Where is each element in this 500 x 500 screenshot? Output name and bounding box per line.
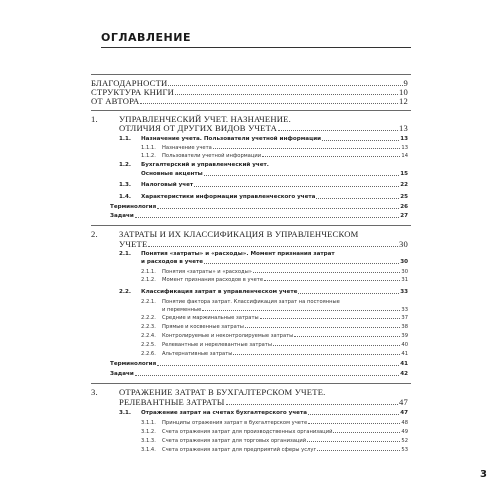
toc-terminology[interactable]: [110, 205, 408, 211]
toc-subsection[interactable]: [141, 325, 408, 330]
leader-dots: [157, 208, 399, 209]
page-title: ОГЛАВЛЕНИЕ: [101, 31, 191, 44]
subsection-title: Понятия «затраты» и «расходы»: [162, 269, 252, 275]
leader-dots: [175, 94, 398, 95]
section-title: Задачи: [110, 213, 134, 219]
toc-section[interactable]: [119, 195, 408, 201]
toc-subsection[interactable]: [141, 421, 408, 426]
toc-entry-from-author[interactable]: [91, 97, 408, 106]
leader-dots: [226, 404, 398, 405]
subsection-number: 2.2.5.: [141, 342, 156, 348]
entry-page: 12: [399, 96, 408, 106]
entry-page: 47: [400, 410, 408, 416]
section-title-line[interactable]: Понятия «затраты» и «расходы». Момент признания затрат: [141, 251, 335, 257]
entry-page: 38: [401, 324, 408, 330]
entry-page: 13: [401, 145, 408, 151]
toc-tasks[interactable]: [110, 214, 408, 220]
subsection-title: Альтернативные затраты: [162, 351, 233, 357]
toc-subsection[interactable]: [141, 278, 408, 283]
toc-section[interactable]: [119, 290, 408, 296]
leader-dots: [135, 217, 399, 218]
entry-page: 26: [400, 204, 408, 210]
entry-page: 37: [401, 315, 408, 321]
divider: [91, 110, 411, 111]
chapter-title[interactable]: [119, 124, 408, 133]
leader-dots: [245, 327, 401, 328]
subsection-number: 2.2.3.: [141, 324, 156, 330]
section-number: 1.3.: [119, 182, 132, 188]
chapter-number: 3.: [91, 387, 98, 397]
toc-subsection[interactable]: [141, 343, 408, 348]
leader-dots: [148, 246, 398, 247]
section-title: Характеристики информации управленческого учета: [141, 194, 316, 200]
subsection-number: 3.1.1.: [141, 420, 156, 426]
section-title: Терминология: [110, 361, 157, 367]
leader-dots: [308, 423, 400, 424]
entry-page: 40: [401, 342, 408, 348]
entry-page: 9: [403, 78, 408, 88]
chapter-title[interactable]: [119, 240, 408, 249]
leader-dots: [308, 414, 399, 415]
entry-page: 33: [401, 307, 408, 313]
chapter-title-line: УЧЕТЕ: [119, 239, 148, 249]
divider: [91, 74, 411, 75]
leader-dots: [253, 272, 400, 273]
toc-section[interactable]: [119, 137, 408, 143]
entry-page: 47: [399, 397, 408, 407]
section-title: Налоговый учет: [141, 182, 194, 188]
leader-dots: [157, 365, 399, 366]
subsection-title: Релевантные и нерелевантные затраты: [162, 342, 272, 348]
leader-dots: [262, 156, 400, 157]
subsection-title: Момент признания расходов в учете: [162, 277, 264, 283]
chapter-number: 1.: [91, 114, 98, 124]
section-title: Классификация затрат в управленческом учете: [141, 289, 298, 295]
chapter-title-line: РЕЛЕВАНТНЫЕ ЗАТРАТЫ: [119, 397, 225, 407]
entry-page: 10: [399, 87, 408, 97]
section-title: Отражение затрат на счетах бухгалтерского учета: [141, 410, 307, 416]
toc-section[interactable]: [119, 183, 408, 189]
chapter-title[interactable]: [119, 398, 408, 407]
chapter-title-line[interactable]: УПРАВЛЕНЧЕСКИЙ УЧЕТ. НАЗНАЧЕНИЕ.: [119, 114, 291, 124]
page-number: 3: [480, 469, 487, 480]
leader-dots: [322, 140, 399, 141]
entry-title: ОТ АВТОРА: [91, 96, 140, 106]
section-number: 2.2.: [119, 289, 132, 295]
toc-subsection[interactable]: [141, 439, 408, 444]
section-title: Задачи: [110, 371, 134, 377]
section-title: Назначение учета. Пользователи учетной информации: [141, 136, 322, 142]
toc-section[interactable]: [141, 172, 408, 178]
section-number: 1.2.: [119, 162, 132, 168]
leader-dots: [307, 441, 400, 442]
entry-page: 25: [400, 194, 408, 200]
section-number: 3.1.: [119, 410, 132, 416]
entry-page: 22: [400, 182, 408, 188]
toc-subsection[interactable]: [141, 448, 408, 453]
leader-dots: [298, 293, 399, 294]
subsection-title-line: и переменные: [162, 307, 202, 313]
subsection-number: 1.1.1.: [141, 145, 156, 151]
toc-subsection[interactable]: [141, 430, 408, 435]
chapter-title-line: ОТЛИЧИЯ ОТ ДРУГИХ ВИДОВ УЧЕТА: [119, 123, 278, 133]
section-number: 1.1.: [119, 136, 132, 142]
toc-subsection[interactable]: [141, 154, 408, 159]
subsection-title: Прямые и косвенные затраты: [162, 324, 244, 330]
section-title-line: и расходов в учете: [141, 259, 204, 265]
entry-page: 13: [400, 136, 408, 142]
entry-page: 42: [400, 371, 408, 377]
toc-subsection[interactable]: [141, 334, 408, 339]
leader-dots: [294, 336, 400, 337]
leader-dots: [140, 103, 398, 104]
toc-terminology[interactable]: [110, 362, 408, 368]
subsection-number: 1.1.2.: [141, 153, 156, 159]
subsection-title: Принципы отражения затрат в бухгалтерском учете: [162, 420, 308, 426]
divider: [91, 383, 411, 384]
entry-page: 53: [401, 447, 408, 453]
leader-dots: [204, 175, 400, 176]
leader-dots: [202, 310, 400, 311]
toc-section[interactable]: [141, 260, 408, 266]
entry-page: 52: [401, 438, 408, 444]
entry-page: 49: [401, 429, 408, 435]
entry-page: 30: [399, 239, 408, 249]
subsection-number: 2.2.4.: [141, 333, 156, 339]
entry-page: 27: [400, 213, 408, 219]
entry-page: 39: [401, 333, 408, 339]
leader-dots: [213, 148, 401, 149]
entry-page: 30: [401, 269, 408, 275]
subsection-number: 2.1.2.: [141, 277, 156, 283]
leader-dots: [333, 432, 400, 433]
entry-page: 31: [401, 277, 408, 283]
divider: [91, 225, 411, 226]
subsection-number: 2.2.2.: [141, 315, 156, 321]
leader-dots: [168, 85, 402, 86]
subsection-number: 3.1.2.: [141, 429, 156, 435]
section-number: 1.4.: [119, 194, 132, 200]
subsection-number: 2.2.6.: [141, 351, 156, 357]
toc-section[interactable]: [119, 411, 408, 417]
toc-subsection[interactable]: [141, 270, 408, 275]
subsection-title: Назначение учета: [162, 145, 212, 151]
subsection-title: Счета отражения затрат для производственных организаций: [162, 429, 333, 435]
subsection-number: 3.1.4.: [141, 447, 156, 453]
entry-title: БЛАГОДАРНОСТИ: [91, 78, 168, 88]
leader-dots: [135, 375, 399, 376]
entry-page: 48: [401, 420, 408, 426]
entry-page: 41: [400, 361, 408, 367]
chapter-title-line[interactable]: ОТРАЖЕНИЕ ЗАТРАТ В БУХГАЛТЕРСКОМ УЧЕТЕ.: [119, 387, 326, 397]
section-title: Терминология: [110, 204, 157, 210]
entry-page: 13: [399, 123, 408, 133]
entry-page: 14: [401, 153, 408, 159]
leader-dots: [264, 280, 400, 281]
toc-subsection[interactable]: [141, 146, 408, 151]
subsection-title: Пользователи учетной информации: [162, 153, 262, 159]
section-title-line: Основные акценты: [141, 171, 203, 177]
toc-tasks[interactable]: [110, 372, 408, 378]
leader-dots: [316, 198, 399, 199]
leader-dots: [233, 354, 400, 355]
leader-dots: [194, 186, 399, 187]
entry-page: 41: [401, 351, 408, 357]
entry-title: СТРУКТУРА КНИГИ: [91, 87, 175, 97]
subsection-number: 2.2.1.: [141, 299, 156, 305]
section-title-line[interactable]: Бухгалтерский и управленческий учет.: [141, 162, 269, 168]
leader-dots: [260, 318, 401, 319]
subsection-number: 3.1.3.: [141, 438, 156, 444]
leader-dots: [273, 345, 400, 346]
subsection-number: 2.1.1.: [141, 269, 156, 275]
chapter-number: 2.: [91, 229, 98, 239]
toc-subsection[interactable]: [141, 352, 408, 357]
subsection-title: Счета отражения затрат для предприятий сферы услуг: [162, 447, 317, 453]
entry-page: 15: [400, 171, 408, 177]
subsection-title-line[interactable]: Понятие фактора затрат. Классификация затрат на постоянные: [162, 299, 340, 305]
leader-dots: [278, 130, 398, 131]
subsection-title: Средние и маржинальные затраты: [162, 315, 259, 321]
toc-subsection[interactable]: [162, 308, 408, 313]
section-number: 2.1.: [119, 251, 132, 257]
entry-page: 30: [400, 259, 408, 265]
toc-subsection[interactable]: [141, 316, 408, 321]
entry-page: 33: [400, 289, 408, 295]
leader-dots: [204, 263, 399, 264]
subsection-title: Счета отражения затрат для торговых организаций: [162, 438, 307, 444]
leader-dots: [317, 450, 400, 451]
chapter-title-line[interactable]: ЗАТРАТЫ И ИХ КЛАССИФИКАЦИЯ В УПРАВЛЕНЧЕСКОМ: [119, 229, 359, 239]
subsection-title: Контролируемые и неконтролируемые затраты: [162, 333, 294, 339]
